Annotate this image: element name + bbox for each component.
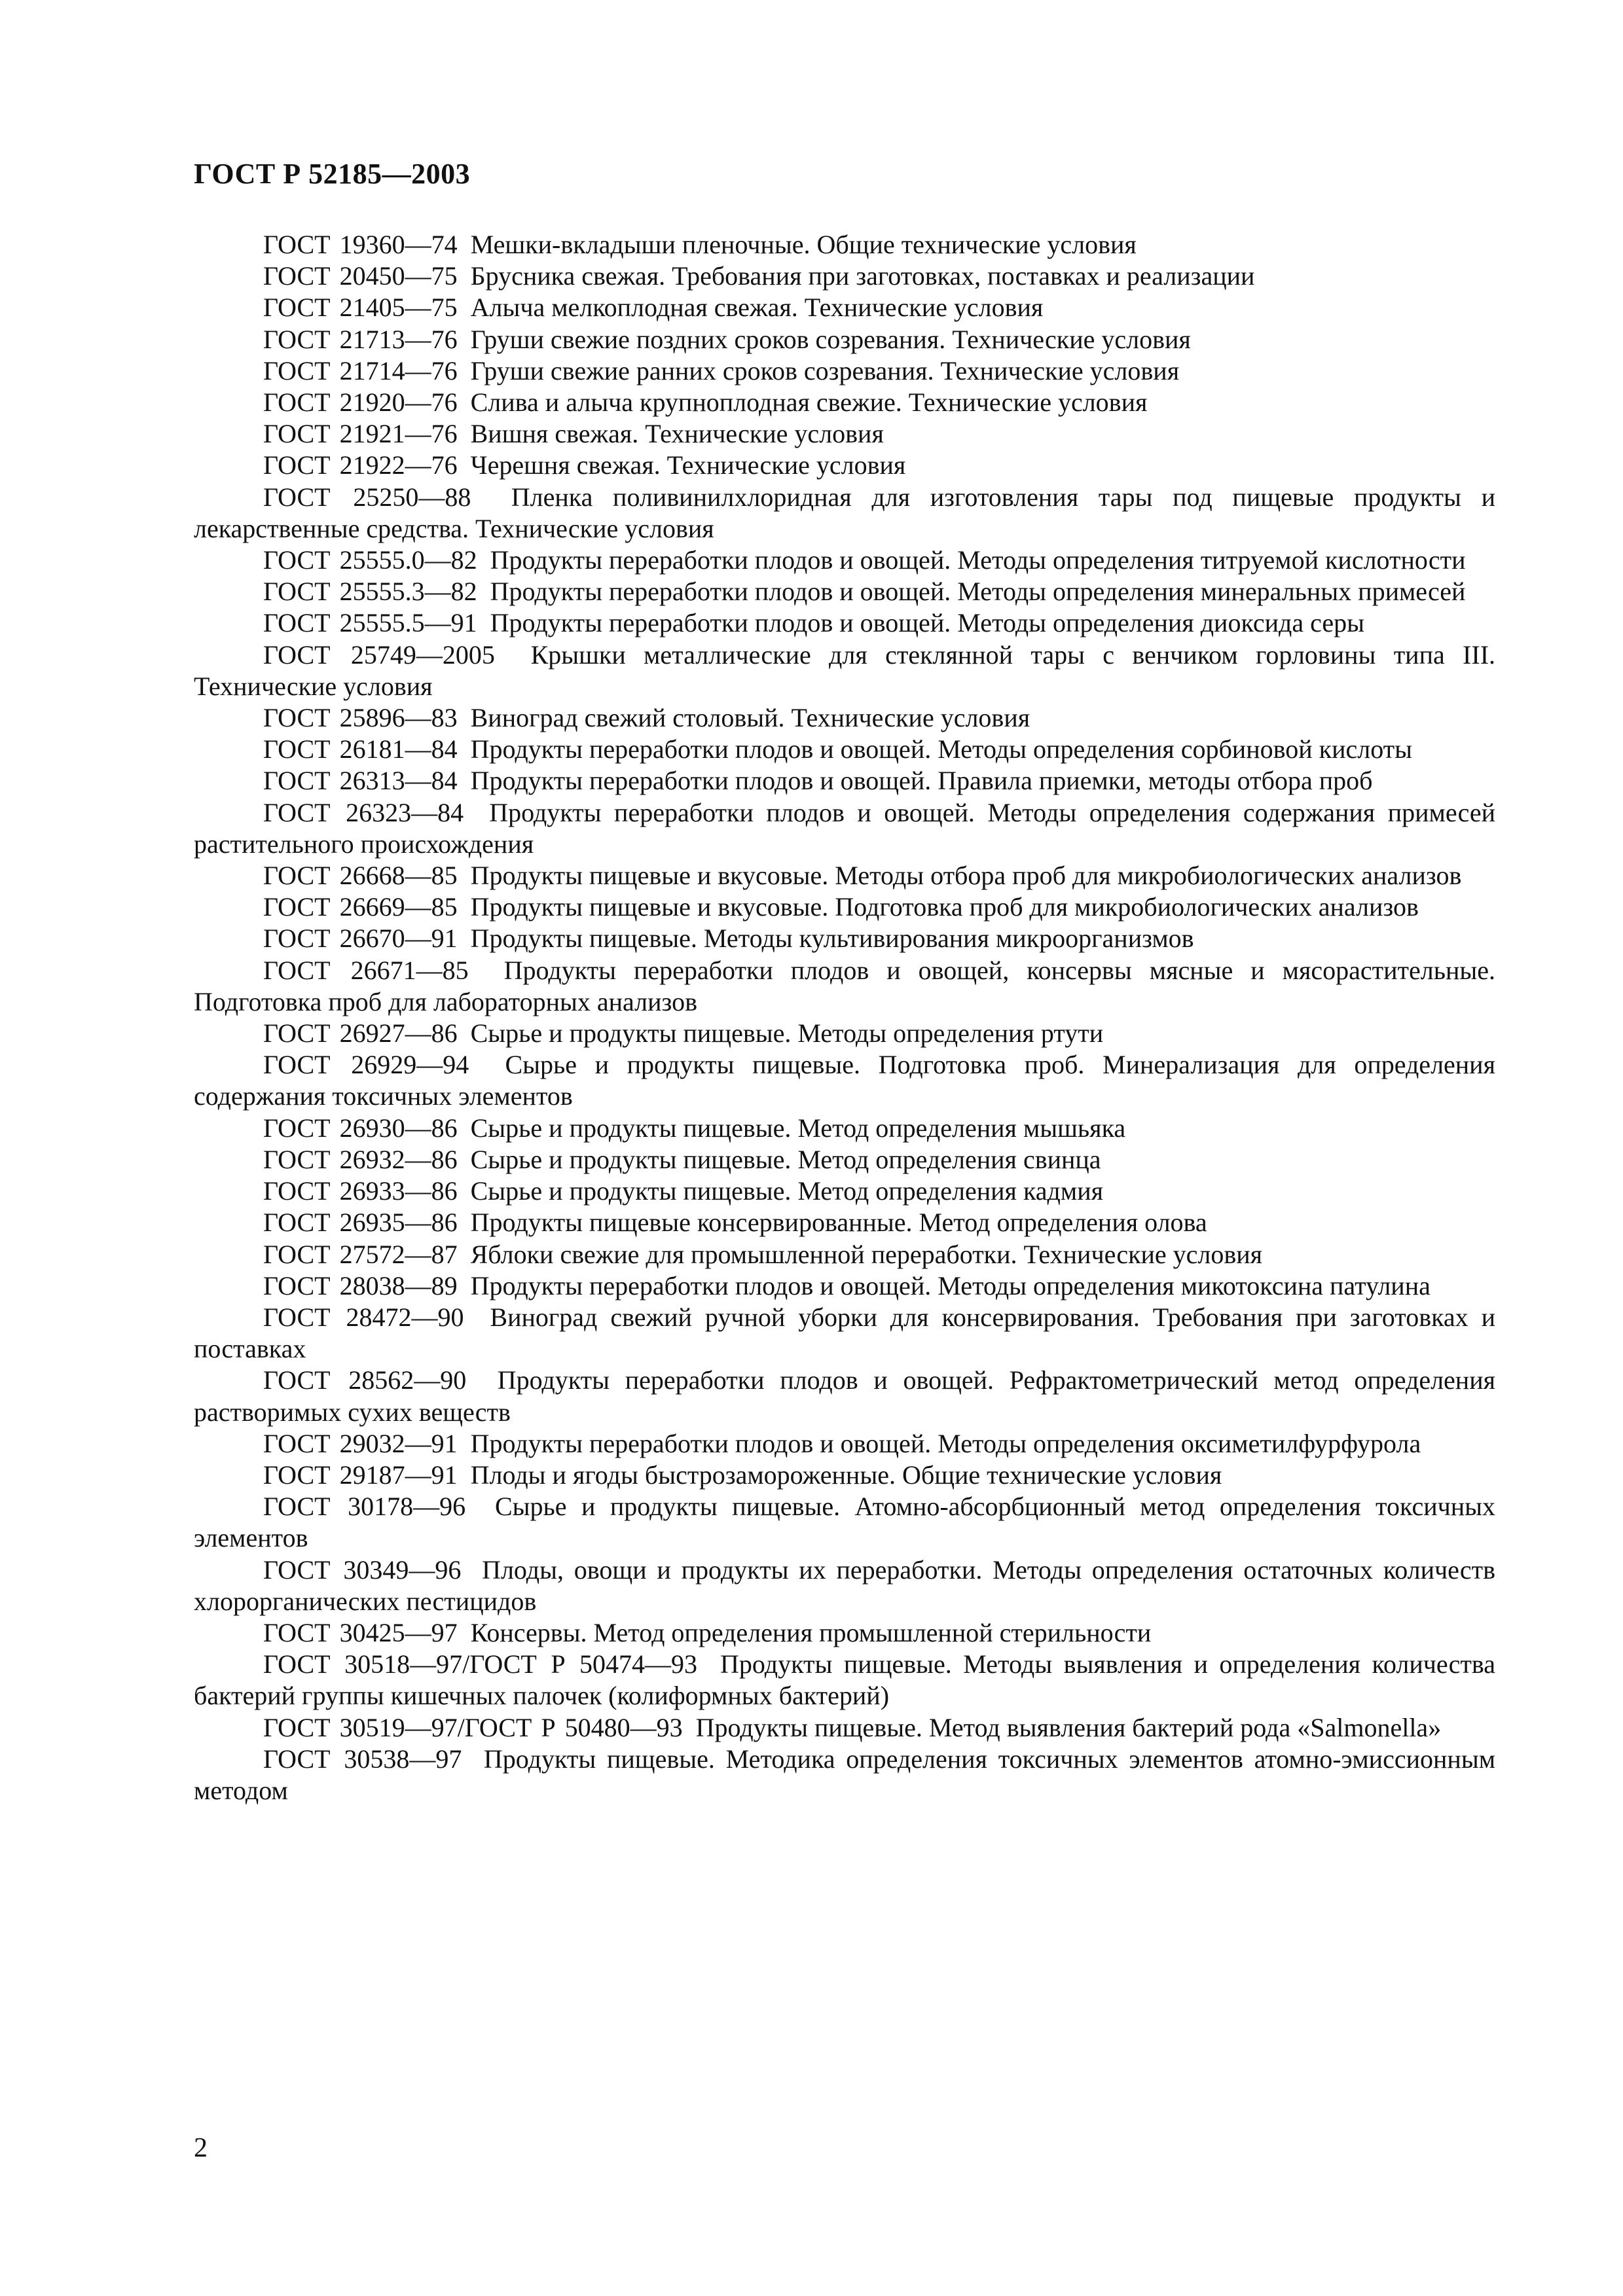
standard-entry [194, 355, 1495, 387]
standard-title: Брусника свежая. Требования при заготовках, поставках и реализации [470, 261, 1255, 291]
standard-title: Плоды, овощи и продукты их переработки. Методы определения остаточных количеств хлорорганических пестицидов [194, 1554, 1496, 1616]
standard-title: Продукты переработки плодов и овощей. Методы определения содержания примесей растительного происхождения [194, 797, 1495, 859]
standard-title: Продукты переработки плодов и овощей. Рефрактометрический метод определения растворимых сухих веществ [194, 1365, 1496, 1427]
standard-code: ГОСТ 26927—86 [263, 1018, 458, 1049]
standard-code: ГОСТ 21922—76 [263, 450, 458, 480]
standard-entry [194, 734, 1495, 765]
standard-code: ГОСТ 26933—86 [263, 1176, 458, 1206]
standard-code: ГОСТ 26323—84 [263, 797, 464, 827]
standard-entry [194, 1302, 1495, 1365]
standard-entry [194, 1712, 1495, 1744]
standard-entry [194, 955, 1495, 1018]
standard-title: Продукты переработки плодов и овощей. Методы определения сорбиновой кислоты [470, 734, 1413, 764]
standard-title: Продукты переработки плодов и овощей. Методы определения титруемой кислотности [490, 545, 1466, 575]
standard-entry [194, 482, 1495, 545]
standard-title: Плоды и ягоды быстрозамороженные. Общие технические условия [470, 1460, 1222, 1490]
standard-entry [194, 1144, 1495, 1175]
standard-entry [194, 545, 1495, 576]
standard-code: ГОСТ 25749—2005 [263, 639, 495, 670]
standard-title: Пленка поливинилхлоридная для изготовления тары под пищевые продукты и лекарственные средства. Технические условия [194, 482, 1495, 543]
standard-entry [194, 607, 1495, 639]
standard-entry [194, 923, 1495, 954]
standard-title: Слива и алыча крупноплодная свежие. Технические условия [470, 387, 1148, 418]
standard-entry [194, 765, 1495, 797]
standard-code: ГОСТ 25555.3—82 [263, 577, 477, 607]
standard-code: ГОСТ 26313—84 [263, 766, 458, 796]
standard-entry [194, 450, 1495, 481]
standard-title: Продукты пищевые и вкусовые. Методы отбора проб для микробиологических анализов [470, 861, 1462, 891]
standard-title: Сырье и продукты пищевые. Подготовка проб. Минерализация для определения содержания токсичных элементов [194, 1050, 1495, 1111]
standard-entry [194, 702, 1495, 734]
standard-code: ГОСТ 26671—85 [263, 955, 469, 985]
document-header: ГОСТ Р 52185—2003 [194, 158, 471, 190]
standard-title: Продукты переработки плодов и овощей. Методы определения оксиметилфурфурола [470, 1428, 1421, 1458]
standard-title: Продукты пищевые. Метод выявления бактерий рода «Salmonella» [695, 1712, 1442, 1742]
standard-code: ГОСТ 26181—84 [263, 734, 458, 764]
standard-entry [194, 860, 1495, 891]
standard-entry [194, 1018, 1495, 1049]
standard-title: Продукты переработки плодов и овощей. Правила приемки, методы отбора проб [470, 766, 1373, 796]
standard-code: ГОСТ 26669—85 [263, 892, 458, 922]
standard-title: Груши свежие поздних сроков созревания. Технические условия [470, 324, 1191, 354]
standard-code: ГОСТ 25555.0—82 [263, 545, 477, 575]
standard-entry [194, 292, 1495, 323]
standard-entry [194, 1744, 1495, 1806]
standard-title: Продукты переработки плодов и овощей, консервы мясные и мясорастительные. Подготовка проб для лабораторных анализов [194, 955, 1496, 1016]
standard-code: ГОСТ 26670—91 [263, 924, 458, 954]
standard-title: Сырье и продукты пищевые. Методы определения ртути [470, 1018, 1104, 1049]
standard-code: ГОСТ 28562—90 [263, 1365, 467, 1395]
standard-code: ГОСТ 26929—94 [263, 1050, 469, 1080]
standard-entry [194, 1270, 1495, 1302]
standard-code: ГОСТ 21713—76 [263, 324, 458, 354]
standard-title: Сырье и продукты пищевые. Метод определения свинца [470, 1144, 1101, 1174]
standard-title: Продукты переработки плодов и овощей. Методы определения микотоксина патулина [470, 1270, 1431, 1300]
standard-code: ГОСТ 19360—74 [263, 230, 458, 259]
standard-entry [194, 229, 1495, 260]
standard-entry [194, 1649, 1495, 1712]
standard-code: ГОСТ 30519—97/ГОСТ Р 50480—93 [263, 1712, 683, 1742]
standard-title: Сырье и продукты пищевые. Метод определения мышьяка [470, 1113, 1126, 1143]
standard-title: Виноград свежий столовый. Технические условия [470, 703, 1030, 733]
standards-list [194, 229, 1495, 1806]
standard-code: ГОСТ 28038—89 [263, 1270, 458, 1300]
standard-code: ГОСТ 30178—96 [263, 1492, 466, 1522]
standard-entry [194, 1554, 1495, 1617]
standard-entry [194, 891, 1495, 923]
standard-title: Продукты пищевые и вкусовые. Подготовка проб для микробиологических анализов [470, 892, 1419, 922]
standard-code: ГОСТ 30538—97 [263, 1744, 462, 1774]
standard-code: ГОСТ 30349—96 [263, 1554, 462, 1585]
standard-code: ГОСТ 21714—76 [263, 355, 458, 386]
standard-code: ГОСТ 27572—87 [263, 1239, 458, 1269]
standard-title: Мешки-вкладыши пленочные. Общие технические условия [470, 230, 1137, 259]
standard-entry [194, 1617, 1495, 1649]
page-number: 2 [194, 2133, 208, 2163]
standard-entry [194, 1207, 1495, 1238]
standard-title: Виноград свежий ручной уборки для консервирования. Требования при заготовках и поставках [194, 1302, 1495, 1364]
standard-title: Продукты переработки плодов и овощей. Методы определения диоксида серы [490, 608, 1365, 638]
standard-title: Продукты пищевые. Методика определения токсичных элементов атомно-эмиссионным методом [194, 1744, 1496, 1805]
standard-code: ГОСТ 25250—88 [263, 482, 471, 512]
standard-code: ГОСТ 21921—76 [263, 419, 458, 449]
standard-title: Консервы. Метод определения промышленной стерильности [470, 1617, 1152, 1647]
standard-title: Продукты переработки плодов и овощей. Методы определения минеральных примесей [490, 577, 1466, 607]
standard-entry [194, 1175, 1495, 1207]
standard-entry [194, 260, 1495, 292]
standard-code: ГОСТ 26932—86 [263, 1144, 458, 1174]
standard-title: Яблоки свежие для промышленной переработки. Технические условия [470, 1239, 1263, 1269]
standard-code: ГОСТ 26930—86 [263, 1113, 458, 1143]
standard-code: ГОСТ 29032—91 [263, 1428, 458, 1458]
standard-code: ГОСТ 29187—91 [263, 1460, 458, 1490]
standard-title: Сырье и продукты пищевые. Атомно-абсорбционный метод определения токсичных элементов [194, 1492, 1495, 1553]
standard-code: ГОСТ 26935—86 [263, 1208, 458, 1238]
standard-title: Черешня свежая. Технические условия [470, 450, 906, 480]
standard-code: ГОСТ 26668—85 [263, 861, 458, 891]
standard-title: Сырье и продукты пищевые. Метод определения кадмия [470, 1176, 1103, 1206]
standard-title: Продукты пищевые. Методы выявления и определения количества бактерий группы кишечных палочек (колиформных бактерий) [194, 1649, 1496, 1711]
standard-entry [194, 1113, 1495, 1144]
standard-title: Алыча мелкоплодная свежая. Технические условия [470, 293, 1044, 323]
standard-entry [194, 418, 1495, 450]
standard-entry [194, 576, 1495, 607]
standard-title: Вишня свежая. Технические условия [470, 419, 884, 449]
standard-entry [194, 1049, 1495, 1112]
standard-entry [194, 797, 1495, 860]
standard-entry [194, 1239, 1495, 1270]
standard-title: Продукты пищевые. Методы культивирования микроорганизмов [470, 924, 1194, 954]
standard-code: ГОСТ 21405—75 [263, 293, 458, 323]
standard-code: ГОСТ 30518—97/ГОСТ Р 50474—93 [263, 1649, 698, 1679]
standard-title: Груши свежие ранних сроков созревания. Технические условия [470, 355, 1180, 386]
standard-entry [194, 324, 1495, 355]
standard-code: ГОСТ 28472—90 [263, 1302, 464, 1332]
standard-entry [194, 1365, 1495, 1427]
standard-code: ГОСТ 30425—97 [263, 1617, 458, 1647]
standard-code: ГОСТ 20450—75 [263, 261, 458, 291]
standard-entry [194, 387, 1495, 418]
standard-code: ГОСТ 25896—83 [263, 703, 458, 733]
standard-entry [194, 1491, 1495, 1554]
standard-title: Крышки металлические для стеклянной тары с венчиком горловины типа III. Технические условия [194, 639, 1496, 701]
standard-entry [194, 639, 1495, 702]
standard-entry [194, 1428, 1495, 1460]
standard-code: ГОСТ 25555.5—91 [263, 608, 477, 638]
standard-title: Продукты пищевые консервированные. Метод определения олова [470, 1208, 1207, 1238]
standard-code: ГОСТ 21920—76 [263, 387, 458, 418]
standard-entry [194, 1460, 1495, 1491]
